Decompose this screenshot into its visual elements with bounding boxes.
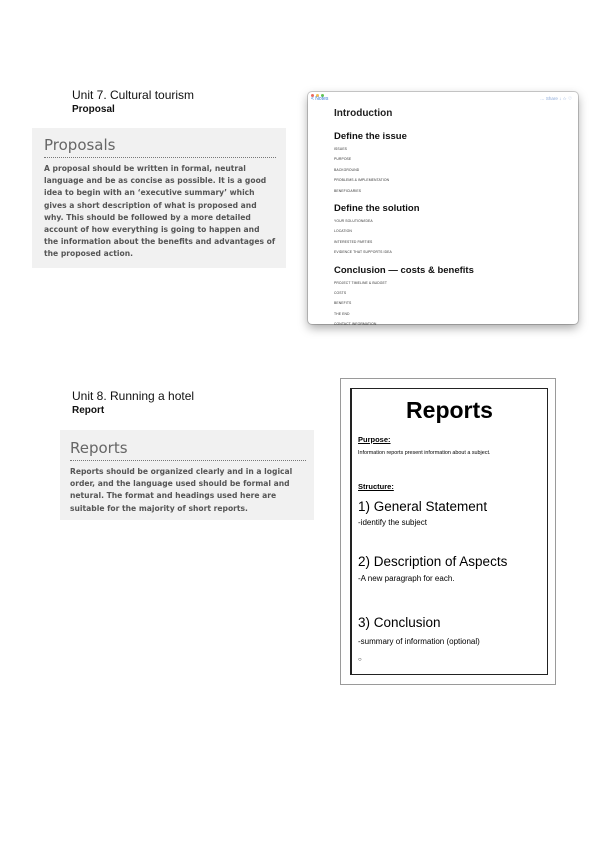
window-titlebar bbox=[308, 92, 578, 104]
proposal-outline-window bbox=[308, 92, 578, 327]
section-title: Conclusion — costs & benefits bbox=[334, 264, 474, 276]
outline-section bbox=[334, 131, 568, 197]
outline-item: YOUR SOLUTION/IDEA bbox=[334, 218, 373, 223]
reports-info-box bbox=[60, 430, 314, 520]
outline-item: ISSUES bbox=[334, 147, 348, 151]
outline-item: PURPOSE bbox=[334, 157, 352, 162]
outline-item: BACKGROUND bbox=[334, 167, 360, 172]
outline-item: CONTACT INFORMATION bbox=[334, 322, 377, 327]
step-heading: 1) General Statement bbox=[358, 499, 488, 514]
reports-poster bbox=[340, 378, 556, 685]
step-note: -summary of information (optional) bbox=[358, 637, 480, 646]
outline-section bbox=[334, 265, 568, 331]
proposals-info-box bbox=[32, 128, 286, 268]
outline-item: BENEFITS bbox=[334, 301, 352, 306]
outline-item: PROBLEMS & IMPLEMENTATION bbox=[334, 178, 390, 183]
outline-item: EVIDENCE THAT SUPPORTS IDEA bbox=[334, 250, 392, 255]
poster-footer-mark: ○ bbox=[358, 657, 362, 663]
section-title: Define the solution bbox=[334, 202, 420, 214]
outline-item: LOCATION bbox=[334, 229, 352, 234]
outline-item: BENEFICIARIES bbox=[334, 188, 362, 193]
outline-section bbox=[334, 203, 568, 259]
step-heading: 2) Description of Aspects bbox=[358, 554, 508, 569]
proposals-text: A proposal should be written in formal, neutral language and be as concise as possible. It is a good idea to begin with an ‘executive summary’ which gives a short description of what is proposed and why. This should be followed by a more detailed account of how everything is going to happen and the information about the benefits and advantages of the proposed action. bbox=[44, 164, 276, 259]
back-button[interactable]: < Notes bbox=[311, 96, 329, 102]
outline-heading: Introduction bbox=[334, 108, 393, 119]
unit8-subtitle: Report bbox=[72, 405, 105, 416]
outline-item: COSTS bbox=[334, 290, 347, 295]
step-heading: 3) Conclusion bbox=[358, 615, 441, 630]
unit7-subtitle: Proposal bbox=[72, 104, 115, 115]
proposals-heading: Proposals bbox=[44, 136, 276, 158]
poster-title: Reports bbox=[406, 397, 493, 423]
purpose-text: Information reports present information about a subject. bbox=[358, 450, 491, 456]
outline-document bbox=[334, 108, 568, 330]
outline-item: THE END bbox=[334, 311, 350, 316]
window-toolbar-icons[interactable]: … Share ↓ ☆ ♡ bbox=[540, 96, 572, 101]
reports-text: Reports should be organized clearly and in a logical order, and the language used should be formal and netural. The format and headings used here are suitable for the majority of short reports. bbox=[70, 467, 293, 513]
poster-frame bbox=[350, 388, 548, 675]
structure-label: Structure: bbox=[358, 482, 394, 491]
purpose-label: Purpose: bbox=[358, 435, 391, 444]
unit8-heading bbox=[72, 389, 194, 416]
step-note: -identify the subject bbox=[358, 518, 427, 527]
unit7-heading bbox=[72, 88, 194, 115]
reports-heading: Reports bbox=[70, 439, 306, 461]
outline-item: INTERESTED PARTIES bbox=[334, 239, 373, 244]
unit7-title: Unit 7. Cultural tourism bbox=[72, 88, 195, 102]
section-title: Define the issue bbox=[334, 131, 407, 142]
outline-item: PROJECT TIMELINE & BUDGET bbox=[334, 280, 388, 285]
unit8-title: Unit 8. Running a hotel bbox=[72, 389, 195, 403]
step-note: -A new paragraph for each. bbox=[358, 574, 455, 583]
